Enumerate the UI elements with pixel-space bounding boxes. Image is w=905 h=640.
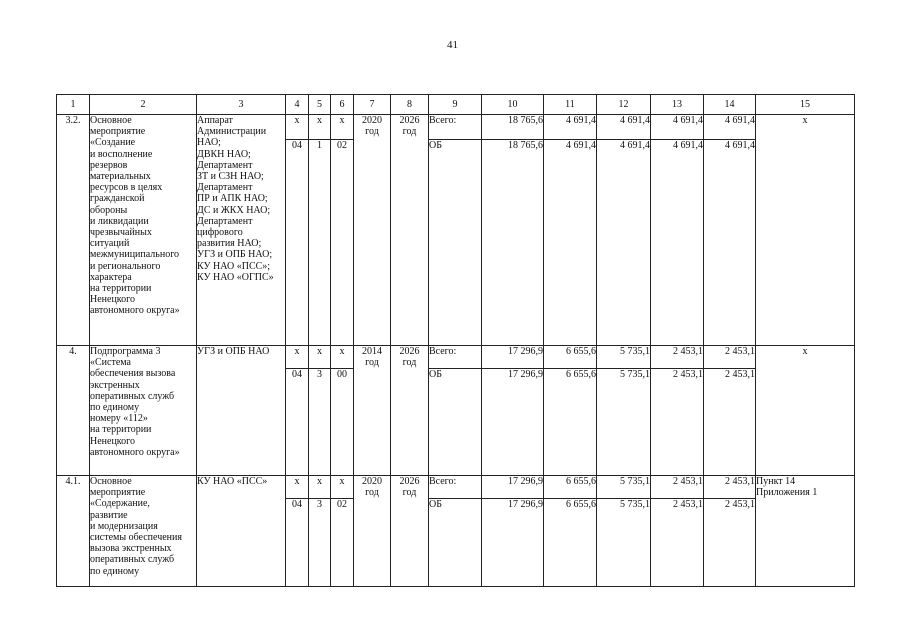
code-cell: 02 xyxy=(331,499,354,587)
code-cell: х xyxy=(331,346,354,369)
executor: КУ НАО «ПСС» xyxy=(197,476,286,587)
funding-value: 2 453,1 xyxy=(704,499,756,587)
header-cell: 15 xyxy=(756,95,855,115)
activity-name: Подпрограмма 3 «Система обеспечения вызова экстренных оперативных служб по единому номеру «112» на территории Ненецкого автономного округа» xyxy=(90,346,197,476)
header-cell: 4 xyxy=(286,95,309,115)
funding-value: 2 453,1 xyxy=(651,499,704,587)
row-number: 4.1. xyxy=(57,476,90,587)
start-year: 2020 год xyxy=(354,115,391,346)
code-cell: х xyxy=(309,346,331,369)
funding-value: 2 453,1 xyxy=(704,369,756,476)
funding-value: 4 691,4 xyxy=(597,115,651,140)
code-cell: 1 xyxy=(309,140,331,346)
header-cell: 6 xyxy=(331,95,354,115)
start-year: 2014 год xyxy=(354,346,391,476)
code-cell: 00 xyxy=(331,369,354,476)
header-cell: 8 xyxy=(391,95,429,115)
funding-label: Всего: xyxy=(429,476,482,499)
funding-value: 4 691,4 xyxy=(704,115,756,140)
end-year: 2026 год xyxy=(391,115,429,346)
funding-label: ОБ xyxy=(429,499,482,587)
funding-value: 6 655,6 xyxy=(544,369,597,476)
funding-label: Всего: xyxy=(429,346,482,369)
code-cell: х xyxy=(286,346,309,369)
note-cell: Пункт 14 Приложения 1 xyxy=(756,476,855,587)
funding-value: 2 453,1 xyxy=(651,346,704,369)
funding-value: 4 691,4 xyxy=(651,115,704,140)
funding-label: ОБ xyxy=(429,369,482,476)
note-cell: х xyxy=(756,115,855,346)
funding-value: 4 691,4 xyxy=(704,140,756,346)
funding-value: 2 453,1 xyxy=(651,369,704,476)
executor: УГЗ и ОПБ НАО xyxy=(197,346,286,476)
code-cell: 02 xyxy=(331,140,354,346)
header-cell: 9 xyxy=(429,95,482,115)
end-year: 2026 год xyxy=(391,476,429,587)
funding-total: 18 765,6 xyxy=(482,140,544,346)
activity-name: Основное мероприятие «Создание и восполнение резервов материальных ресурсов в целях гражданской обороны и ликвидации чрезвычайных ситуаций межмуниципального и регионального характера на территории Ненецкого автономного округа» xyxy=(90,115,197,346)
activity-name: Основное мероприятие «Содержание, развитие и модернизация системы обеспечения вызова экстренных оперативных служб по единому xyxy=(90,476,197,587)
funding-value: 6 655,6 xyxy=(544,476,597,499)
funding-value: 4 691,4 xyxy=(597,140,651,346)
header-cell: 11 xyxy=(544,95,597,115)
header-cell: 5 xyxy=(309,95,331,115)
code-cell: х xyxy=(331,476,354,499)
funding-label: Всего: xyxy=(429,115,482,140)
header-cell: 1 xyxy=(57,95,90,115)
funding-value: 6 655,6 xyxy=(544,499,597,587)
row-number: 4. xyxy=(57,346,90,476)
code-cell: 3 xyxy=(309,499,331,587)
funding-value: 4 691,4 xyxy=(651,140,704,346)
funding-value: 4 691,4 xyxy=(544,140,597,346)
code-cell: 3 xyxy=(309,369,331,476)
funding-value: 4 691,4 xyxy=(544,115,597,140)
header-cell: 12 xyxy=(597,95,651,115)
funding-total: 17 296,9 xyxy=(482,346,544,369)
table-row xyxy=(57,476,855,499)
header-cell: 2 xyxy=(90,95,197,115)
funding-value: 5 735,1 xyxy=(597,476,651,499)
code-cell: х xyxy=(286,115,309,140)
funding-value: 2 453,1 xyxy=(704,476,756,499)
funding-total: 18 765,6 xyxy=(482,115,544,140)
funding-value: 5 735,1 xyxy=(597,499,651,587)
row-number: 3.2. xyxy=(57,115,90,346)
funding-total: 17 296,9 xyxy=(482,369,544,476)
funding-value: 2 453,1 xyxy=(651,476,704,499)
executor: Аппарат Администрации НАО; ДВКН НАО; Департамент ЗТ и СЗН НАО; Департамент ПР и АПК НАО; ДС и ЖКХ НАО; Департамент цифрового развития НАО; УГЗ и ОПБ НАО; КУ НАО «ПСС»; КУ НАО «ОГПС» xyxy=(197,115,286,346)
header-cell: 7 xyxy=(354,95,391,115)
end-year: 2026 год xyxy=(391,346,429,476)
header-cell: 13 xyxy=(651,95,704,115)
table-row xyxy=(57,115,855,140)
code-cell: 04 xyxy=(286,140,309,346)
funding-value: 2 453,1 xyxy=(704,346,756,369)
code-cell: х xyxy=(309,476,331,499)
code-cell: х xyxy=(286,476,309,499)
page-number: 41 xyxy=(447,39,458,51)
start-year: 2020 год xyxy=(354,476,391,587)
note-cell: х xyxy=(756,346,855,476)
code-cell: 04 xyxy=(286,499,309,587)
header-cell: 10 xyxy=(482,95,544,115)
funding-total: 17 296,9 xyxy=(482,476,544,499)
funding-value: 5 735,1 xyxy=(597,346,651,369)
header-cell: 3 xyxy=(197,95,286,115)
header-row xyxy=(57,95,855,115)
funding-value: 5 735,1 xyxy=(597,369,651,476)
code-cell: х xyxy=(331,115,354,140)
funding-value: 6 655,6 xyxy=(544,346,597,369)
funding-total: 17 296,9 xyxy=(482,499,544,587)
program-table xyxy=(56,94,855,587)
table-row xyxy=(57,346,855,369)
funding-label: ОБ xyxy=(429,140,482,346)
header-cell: 14 xyxy=(704,95,756,115)
code-cell: х xyxy=(309,115,331,140)
code-cell: 04 xyxy=(286,369,309,476)
